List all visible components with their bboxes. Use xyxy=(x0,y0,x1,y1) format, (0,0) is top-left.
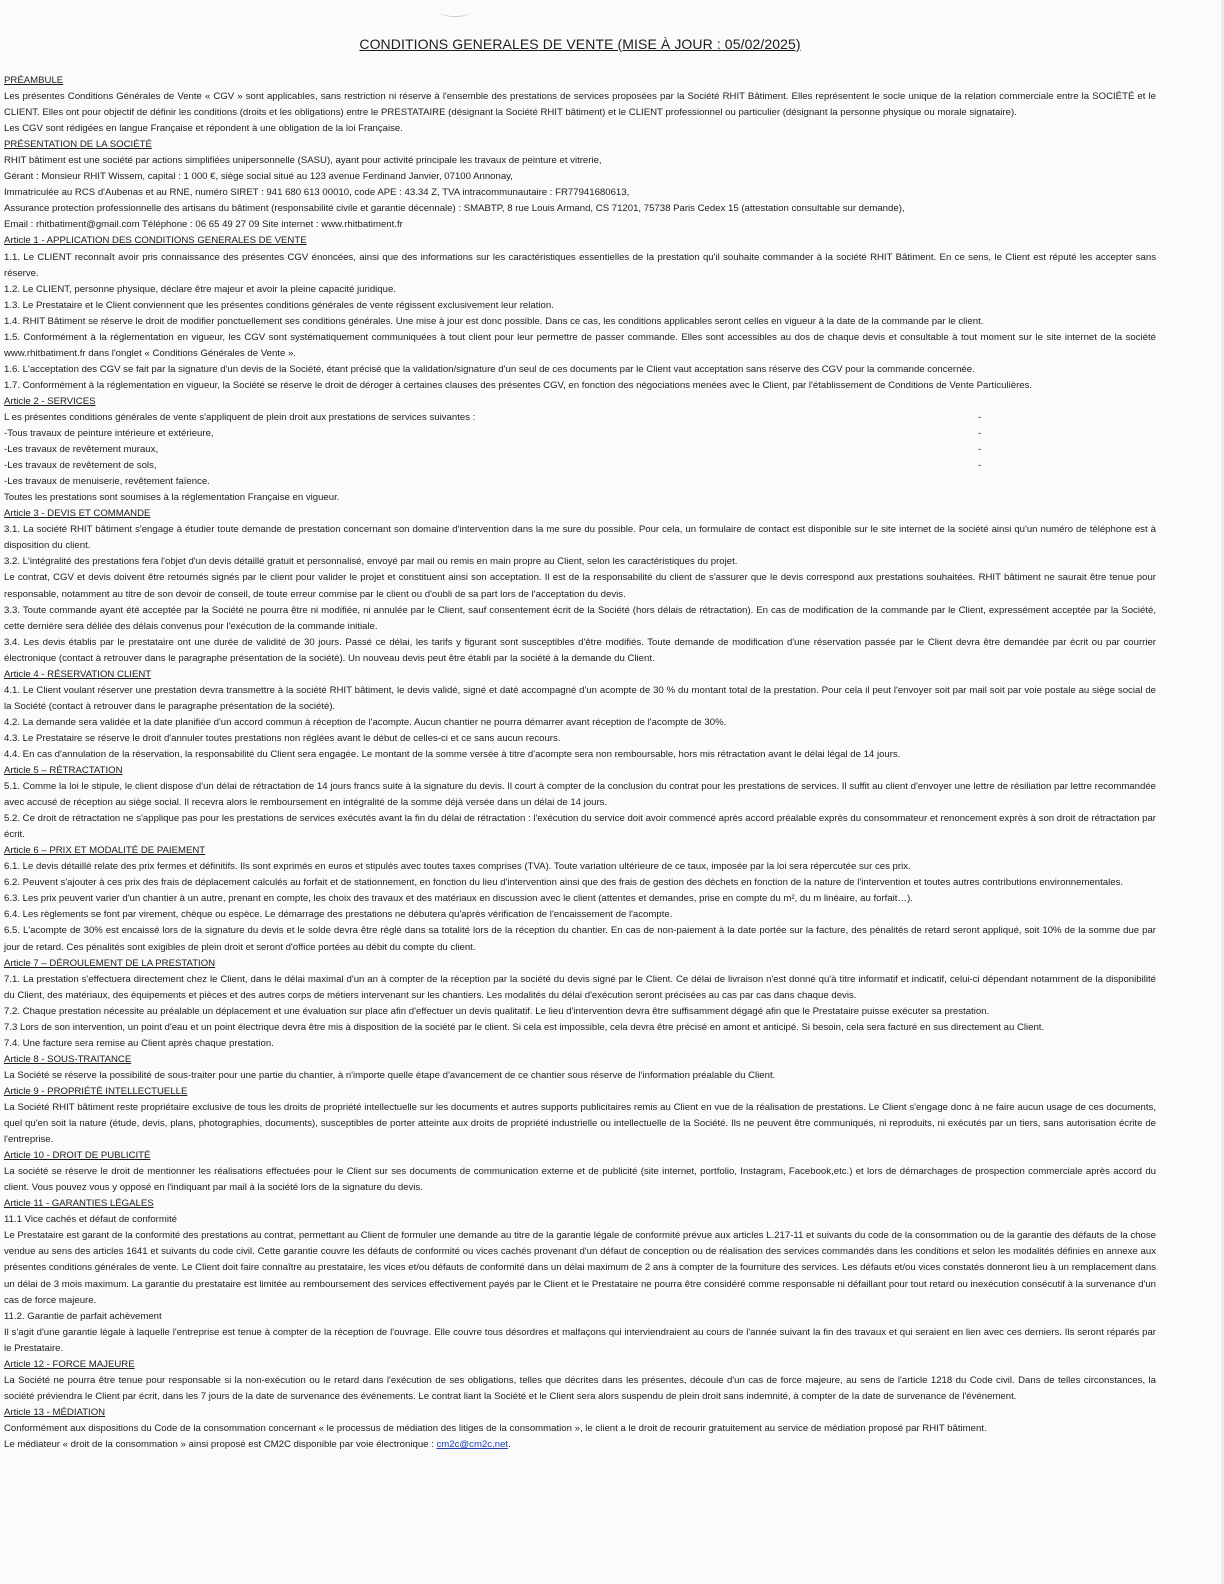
article-12-heading: Article 12 - FORCE MAJEURE xyxy=(4,1358,135,1370)
subheading: 11.1 Vice cachés et défaut de conformité xyxy=(4,1214,177,1226)
services-intro: L es présentes conditions générales de vente s'appliquent de plein droit aux prestations de services suivantes : xyxy=(4,411,476,423)
mediator-text: Le médiateur « droit de la consommation » ainsi proposé est CM2C disponible par voie électronique : xyxy=(4,1438,434,1450)
clause: 3.4. Les devis établis par le prestataire ont une durée de validité de 30 jours. Passé ce délai, les tarifs y figurant sont susceptibles d'être modifiés. Toute demande de modification d'une réservation passée par le Client devra être demandée par écrit ou par courrier électronique (contact à retrouver dans le paragraphe présentation de la société). Un nouveau devis peut être établi par la société à la demande du Client. xyxy=(4,636,1156,664)
clause: 1.5. Conformément à la réglementation en vigueur, les CGV sont systématiquement communiquées à tout client pour leur permettre de passer commande. Elles sont accessibles au dos de chaque devis et consultable à tout moment sur le site internet de la société www.rhitbatiment.fr dans l'onglet « Conditions Générales de Vente ». xyxy=(4,331,1156,359)
clause: 7.2. Chaque prestation nécessite au préalable un déplacement et une évaluation sur place afin d'effectuer un devis qualitatif. Le lieu d'intervention devra être suffisamment dégagé afin que le Prestataire puisse exécuter sa prestation. xyxy=(4,1005,990,1017)
article-13-heading: Article 13 - MÉDIATION xyxy=(4,1406,106,1418)
paragraph: La Société RHIT bâtiment reste propriétaire exclusive de tous les droits de propriété intellectuelle sur les documents et autres supports publicitaires remis au Client en vue de la réalisation de prestations. Le Client s'engage donc à ne faire aucun usage de ces documents, quel qu'en soit la nature (étude, devis, plans, photographies, documents), susceptibles de porter atteinte aux droits de propriété industrielle ou intellectuelle de la Société. Ils ne peuvent être communiqués, ni reproduits, ni exécutés par un tiers, sans autorisation écrite de l'entreprise. xyxy=(4,1102,1156,1146)
clause: 3.1. La société RHIT bâtiment s'engage à étudier toute demande de prestation concernant son domaine d'intervention dans la me sure du possible. Pour cela, un formulaire de contact est disponible sur le site internet de la société ainsi qu'un numéro de téléphone est à disposition du client. xyxy=(4,524,1156,552)
clause: 4.1. Le Client voulant réserver une prestation devra transmettre à la société RHIT bâtiment, le devis validé, signé et daté accompagné d'un acompte de 30 % du montant total de la prestation. Pour cela il peut l'envoyer soit par mail soit par voie postale au siège social de la Société (contact à retrouver dans le paragraphe présentation de la société). xyxy=(4,684,1156,712)
article-8-heading: Article 8 - SOUS-TRAITANCE xyxy=(4,1053,132,1065)
article-4-heading: Article 4 - RÉSERVATION CLIENT xyxy=(4,668,152,680)
presentation-heading: PRÉSENTATION DE LA SOCIÉTÉ xyxy=(4,139,152,151)
article-7-heading: Article 7 – DÉROULEMENT DE LA PRESTATION xyxy=(4,957,216,969)
dash-mark: - xyxy=(978,460,982,472)
subheading: 11.2. Garantie de parfait achèvement xyxy=(4,1310,162,1322)
clause: 6.2. Peuvent s'ajouter à ces prix des frais de déplacement calculés au forfait et de stationnement, en fonction du lieu d'intervention ainsi que des frais de gestion des déchets en fonction de la nature de l'intervention et toutes autres contributions environnementales. xyxy=(4,877,1124,889)
list-item: -Les travaux de revêtement muraux, xyxy=(4,444,159,456)
mediator-line: Le médiateur « droit de la consommation » ainsi proposé est CM2C disponible par voie électronique : cm2c@cm2c.net. xyxy=(4,1438,511,1450)
clause: 7.4. Une facture sera remise au Client après chaque prestation. xyxy=(4,1037,274,1049)
presentation-line: Immatriculée au RCS d'Aubenas et au RNE, numéro SIRET : 941 680 613 00010, code APE : 43.34 Z, TVA intracommunautaire : FR77941680613, xyxy=(4,187,630,199)
clause: 5.1. Comme la loi le stipule, le client dispose d'un délai de rétractation de 14 jours francs suite à la signature du devis. Il court à compter de la conclusion du contrat pour les prestations de services. Il suffit au client d'envoyer une lettre de résiliation par lettre recommandée avec accusé de réception au siège social. Il recevra alors le remboursement en intégralité de la somme déjà versée dans un délai de 14 jours. xyxy=(4,781,1156,809)
list-item: -Les travaux de menuiserie, revêtement faïence. xyxy=(4,476,210,488)
paragraph: La société se réserve le droit de mentionner les réalisations effectuées pour le Client sur ses documents de communication externe et de publicité (site internet, portfolio, Instagram, Facebook,etc.) et lors de démarchages de prospection commerciale après accord du client. Vous pouvez vous y opposé en l'indiquant par mail à la société lors de la signature du devis. xyxy=(4,1166,1156,1194)
clause: 4.4. En cas d'annulation de la réservation, la responsabilité du Client sera engagée. Le montant de la somme versée à titre d'acompte sera non remboursable, hors mis rétractation avant le délai légal de 14 jours. xyxy=(4,748,901,760)
scan-mark xyxy=(440,8,470,17)
clause: 1.2. Le CLIENT, personne physique, déclare être majeur et avoir la pleine capacité juridique. xyxy=(4,283,396,295)
list-row xyxy=(4,410,1156,426)
clause: 7.3 Lors de son intervention, un point d'eau et un point électrique devra être mis à disposition de la société par le client. Si cela est impossible, cela devra être précisé en amont et anticipé. Si besoin, cela sera facturé en sus directement au Client. xyxy=(4,1021,1045,1033)
clause: 1.4. RHIT Bâtiment se réserve le droit de modifier ponctuellement ses conditions générales. Une mise à jour est donc possible. Dans ce cas, les conditions applicables seront celles en vigueur à la date de la commande par le client. xyxy=(4,315,984,327)
article-3-heading: Article 3 - DEVIS ET COMMANDE xyxy=(4,508,151,520)
paragraph: Il s'agit d'une garantie légale à laquelle l'entreprise est tenue à compter de la réception de l'ouvrage. Elle couvre tous désordres et malfaçons qui interviendraient au cours de l'année suivant la fin des travaux et qui seraient en lien avec ces derniers. Ils seront réparés par le Prestataire. xyxy=(4,1326,1156,1354)
article-2-heading: Article 2 - SERVICES xyxy=(4,395,96,407)
clause: 6.3. Les prix peuvent varier d'un chantier à un autre, prenant en compte, les choix des travaux et des matériaux en discussion avec le client (attentes et demandes, prise en compte du m², du m linéaire, au forfait…). xyxy=(4,893,913,905)
clause: Le contrat, CGV et devis doivent être retournés signés par le client pour valider le projet et constituent ainsi son acceptation. Il est de la responsabilité du client de s'assurer que le devis correspond aux prestations souhaitées. RHIT bâtiment ne saurait être tenue pour responsable, notamment au titre de son devoir de conseil, de toute erreur commise par le client ou d'oubli de sa part lors de l'acceptation du devis. xyxy=(4,572,1156,600)
clause: 5.2. Ce droit de rétractation ne s'applique pas pour les prestations de services exécutés avant la fin du délai de rétractation : l'exécution du service doit avoir commencé après accord préalable exprès du consommateur et renoncement exprès à son droit de rétractation par écrit. xyxy=(4,813,1156,841)
paragraph: La Société se réserve la possibilité de sous-traiter pour une partie du chantier, à n'importe quelle étape d'avancement de ce chantier sous réserve de l'information préalable du Client. xyxy=(4,1069,776,1081)
list-row xyxy=(4,458,1156,474)
clause: 1.3. Le Prestataire et le Client conviennent que les présentes conditions générales de vente régissent exclusivement leur relation. xyxy=(4,299,554,311)
document-title: CONDITIONS GENERALES DE VENTE (MISE À JOUR : 05/02/2025) xyxy=(359,36,801,52)
list-item: -Les travaux de revêtement de sols, xyxy=(4,460,157,472)
list-item: -Tous travaux de peinture intérieure et extérieure, xyxy=(4,428,214,440)
paragraph: Toutes les prestations sont soumises à la réglementation Française en vigueur. xyxy=(4,492,340,504)
paragraph: Les CGV sont rédigées en langue Française et répondent à une obligation de la loi Française. xyxy=(4,123,403,135)
clause: 6.4. Les règlements se font par virement, chèque ou espèce. Le démarrage des prestations ne débutera qu'après vérification de l'encaissement de l'acompte. xyxy=(4,909,673,921)
paragraph: Les présentes Conditions Générales de Vente « CGV » sont applicables, sans restriction ni réserve à l'ensemble des prestations de services proposées par la Société RHIT Bâtiment. Elles représentent le socle unique de la relation commerciale entre la SOCIÉTÉ et le CLIENT. Elles ont pour objectif de définir les conditions (droits et les obligations) entre le PRESTATAIRE (désignant la Société RHIT bâtiment) et le CLIENT professionnel ou particulier (désignant la personne physique ou morale signataire). xyxy=(4,91,1156,119)
clause: 6.5. L'acompte de 30% est encaissé lors de la signature du devis et le solde devra être réglé dans sa totalité lors de la réception du chantier. En cas de non-paiement à la date portée sur la facture, des pénalités de retard seront appliqué, soit 10% de la somme due par jour de retard. Ces pénalités sont exigibles de plein droit et seront d'office portées au débit du compte du client. xyxy=(4,925,1156,953)
paragraph: Conformément aux dispositions du Code de la consommation concernant « le processus de médiation des litiges de la consommation », le client a le droit de recourir gratuitement au service de médiation proposé par RHIT bâtiment. xyxy=(4,1422,987,1434)
dash-mark: - xyxy=(978,411,982,423)
clause: 6.1. Le devis détaillé relate des prix fermes et définitifs. Ils sont exprimés en euros et stipulés avec toutes taxes comprises (TVA). Toute variation ultérieure de ce taux, imposée par la loi sera répercutée sur ces prix. xyxy=(4,861,911,873)
presentation-line: Email : rhitbatiment@gmail.com Téléphone : 06 65 49 27 09 Site internet : www.rhitbatiment.fr xyxy=(4,219,403,231)
article-11-heading: Article 11 - GARANTIES LÉGALES xyxy=(4,1198,154,1210)
clause: 3.3. Toute commande ayant été acceptée par la Société ne pourra être ni modifiée, ni annulée par le Client, sauf consentement écrit de la Société (hors délais de rétractation). En cas de modification de la commande par le Client, expressément acceptée par la Société, cette dernière sera déliée des délais convenus pour l'exécution de la commande initiale. xyxy=(4,604,1156,632)
dash-mark: - xyxy=(978,444,982,456)
clause: 4.3. Le Prestataire se réserve le droit d'annuler toutes prestations non réglées avant le début de celles-ci et ce sans aucun recours. xyxy=(4,732,561,744)
list-row xyxy=(4,426,1156,442)
clause: 3.2. L'intégralité des prestations fera l'objet d'un devis détaillé gratuit et personnalisé, envoyé par mail ou remis en main propre au Client, selon les caractéristiques du projet. xyxy=(4,556,738,568)
presentation-line: Assurance protection professionnelle des artisans du bâtiment (responsabilité civile et garantie décennale) : SMABTP, 8 rue Louis Armand, CS 71201, 75738 Paris Cedex 15 (attestation consultable sur demande), xyxy=(4,203,905,215)
clause: 4.2. La demande sera validée et la date planifiée d'un accord commun à réception de l'acompte. Aucun chantier ne pourra démarrer avant réception de l'acompte de 30%. xyxy=(4,716,727,728)
presentation-line: Gérant : Monsieur RHIT Wissem, capital : 1 000 €, siège social situé au 123 avenue Ferdinand Janvier, 07100 Annonay, xyxy=(4,171,513,183)
document-body xyxy=(4,73,1156,1453)
article-10-heading: Article 10 - DROIT DE PUBLICITÉ xyxy=(4,1150,151,1162)
list-row xyxy=(4,442,1156,458)
article-9-heading: Article 9 - PROPRIÉTÉ INTELLECTUELLE xyxy=(4,1085,188,1097)
article-5-heading: Article 5 – RÉTRACTATION xyxy=(4,765,123,777)
article-6-heading: Article 6 – PRIX ET MODALITÉ DE PAIEMENT xyxy=(4,845,206,857)
clause: 1.1. Le CLIENT reconnaît avoir pris connaissance des présentes CGV énoncées, ainsi que des informations sur les caractéristiques essentielles de la prestation qu'il souhaite commander à la société RHIT Bâtiment. En ce sens, le Client est réputé les accepter sans réserve. xyxy=(4,251,1156,279)
paragraph: Le Prestataire est garant de la conformité des prestations au contrat, permettant au Client de formuler une demande au titre de la garantie légale de conformité prévue aux articles L.217-11 et suivants du code de la consommation ou de la garantie des défauts de la chose vendue au sens des articles 1641 et suivants du code civil. Cette garantie couvre les défauts de conformité ou vices cachés provenant d'un défaut de conception ou de réalisation des services commandés dans les conditions et selon les modalités définies en annexe aux présentes conditions générales de vente. Le Client doit faire connaître au prestataire, les vices et/ou défauts de conformité dans un délai maximum de 2 ans à compter de la fourniture des services. Les défauts et/ou vices constatés donneront lieu à un remplacement dans un délai de 3 mois maximum. La garantie du prestataire est limitée au remboursement des services effectivement payés par le Client et le Prestataire ne pourra être considéré comme responsable ni défaillant pour tout retard ou inexécution consécutif à la survenance d'un cas de force majeure. xyxy=(4,1230,1156,1306)
clause: 7.1. La prestation s'effectuera directement chez le Client, dans le délai maximal d'un an à compter de la réception par la société du devis signé par le Client. Ce délai de livraison n'est donné qu'à titre informatif et indicatif, celui-ci dépendant notamment de la disponibilité du Client, des matériaux, des équipements et pièces et des autres corps de métiers intervenant sur les chantiers. Les modalités du délai d'exécution seront précisées au cas par cas dans chaque devis. xyxy=(4,973,1156,1001)
preambule-heading: PRÉAMBULE xyxy=(4,75,64,86)
dash-mark: - xyxy=(978,428,982,440)
mediator-email-link[interactable]: cm2c@cm2c.net xyxy=(436,1438,509,1450)
paragraph: La Société ne pourra être tenue pour responsable si la non-exécution ou le retard dans l'exécution de ses obligations, telles que décrites dans les présentes, découle d'un cas de force majeure, au sens de l'article 1218 du Code civil. Dans de telles circonstances, la société préviendra le Client par écrit, dans les 7 jours de la date de survenance des événements. Le contrat liant la Société et le Client sera alors suspendu de plein droit sans indemnité, à compter de la date de survenance de l'événement. xyxy=(4,1374,1156,1402)
presentation-line: RHIT bâtiment est une société par actions simplifiées unipersonnelle (SASU), ayant pour activité principale les travaux de peinture et vitrerie, xyxy=(4,155,602,167)
clause: 1.6. L'acceptation des CGV se fait par la signature d'un devis de la Société, étant précisé que la validation/signature d'un seul de ces documents par le Client vaut acceptation sans réserve des CGV pour la commande concernée. xyxy=(4,363,975,375)
clause: 1.7. Conformément à la réglementation en vigueur, la Société se réserve le droit de déroger à certaines clauses des présentes CGV, en fonction des négociations menées avec le Client, par l'établissement de Conditions de Vente Particulières. xyxy=(4,379,1033,391)
article-1-heading: Article 1 - APPLICATION DES CONDITIONS GENERALES DE VENTE xyxy=(4,235,307,247)
